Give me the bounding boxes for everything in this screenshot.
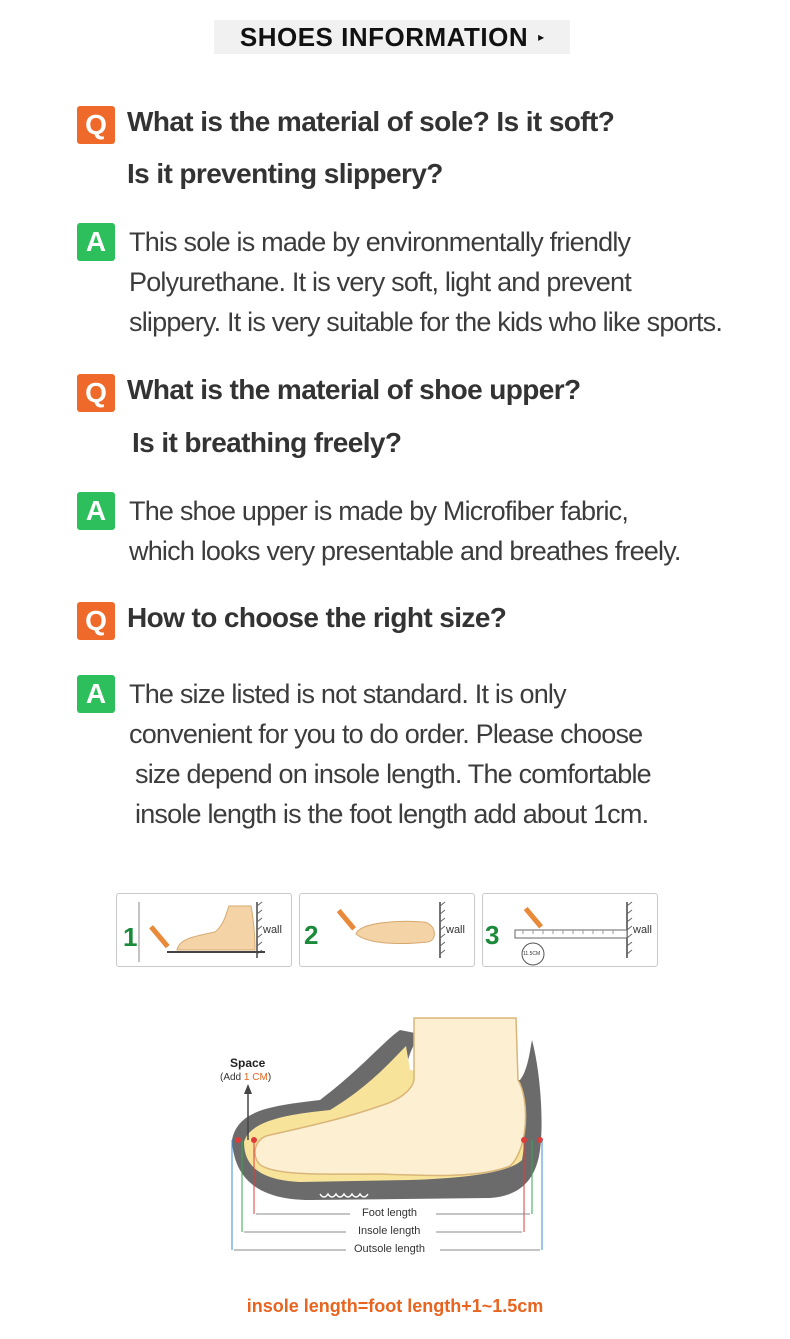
insole-formula: insole length=foot length+1~1.5cm (246, 1296, 544, 1316)
measure-step-3 (482, 893, 658, 967)
section-title: SHOES INFORMATION (239, 21, 529, 52)
question-line: Is it preventing slippery? (127, 158, 443, 189)
wall-label: wall (446, 924, 465, 936)
measuring-steps (116, 893, 658, 967)
answer-line: size depend on insole length. The comfortable (135, 759, 651, 789)
space-title: Space (230, 1056, 266, 1070)
ruler-measure-illustration (483, 894, 657, 966)
space-note-suffix: ) (267, 1072, 272, 1083)
space-note-value: 1 CM (243, 1072, 268, 1083)
question-badge: Q (77, 374, 115, 412)
step-number: 2 (304, 920, 319, 950)
answer-line: insole length is the foot length add about 1cm. (135, 799, 649, 829)
answer-line: This sole is made by environmentally friendly (129, 227, 631, 257)
space-note (220, 1072, 271, 1083)
insole-length-label: Insole length (358, 1225, 421, 1237)
question-line: Is it breathing freely? (132, 427, 402, 458)
wall-label: wall (263, 924, 282, 936)
answer-line: The size listed is not standard. It is only (129, 679, 566, 709)
question-line: What is the material of shoe upper? (127, 374, 581, 405)
answer-line: slippery. It is very suitable for the kids who like sports. (129, 307, 723, 337)
measure-step-2 (299, 893, 475, 967)
foot-length-label: Foot length (362, 1207, 418, 1219)
answer-line: which looks very presentable and breathes freely. (129, 536, 681, 566)
question-badge: Q (77, 106, 115, 144)
step-number: 3 (485, 920, 500, 950)
outsole-length-label: Outsole length (354, 1243, 425, 1255)
answer-line: The shoe upper is made by Microfiber fabric, (129, 496, 629, 526)
question-badge: Q (77, 602, 115, 640)
shoe-size-diagram (210, 1010, 560, 1275)
measure-step-1 (116, 893, 292, 967)
ruler-label: 11.5CM (523, 951, 541, 957)
answer-line: convenient for you to do order. Please choose (129, 719, 643, 749)
wall-label: wall (633, 924, 652, 936)
arrow-right-icon: ▸ (538, 30, 545, 44)
section-header (214, 20, 570, 54)
question-line: How to choose the right size? (127, 602, 507, 633)
answer-badge: A (77, 492, 115, 530)
step-number: 1 (123, 922, 138, 952)
answer-badge: A (77, 223, 115, 261)
question-line: What is the material of sole? Is it soft? (127, 106, 615, 137)
answer-line: Polyurethane. It is very soft, light and prevent (129, 267, 631, 297)
space-note-prefix: (Add (220, 1072, 244, 1083)
answer-badge: A (77, 675, 115, 713)
